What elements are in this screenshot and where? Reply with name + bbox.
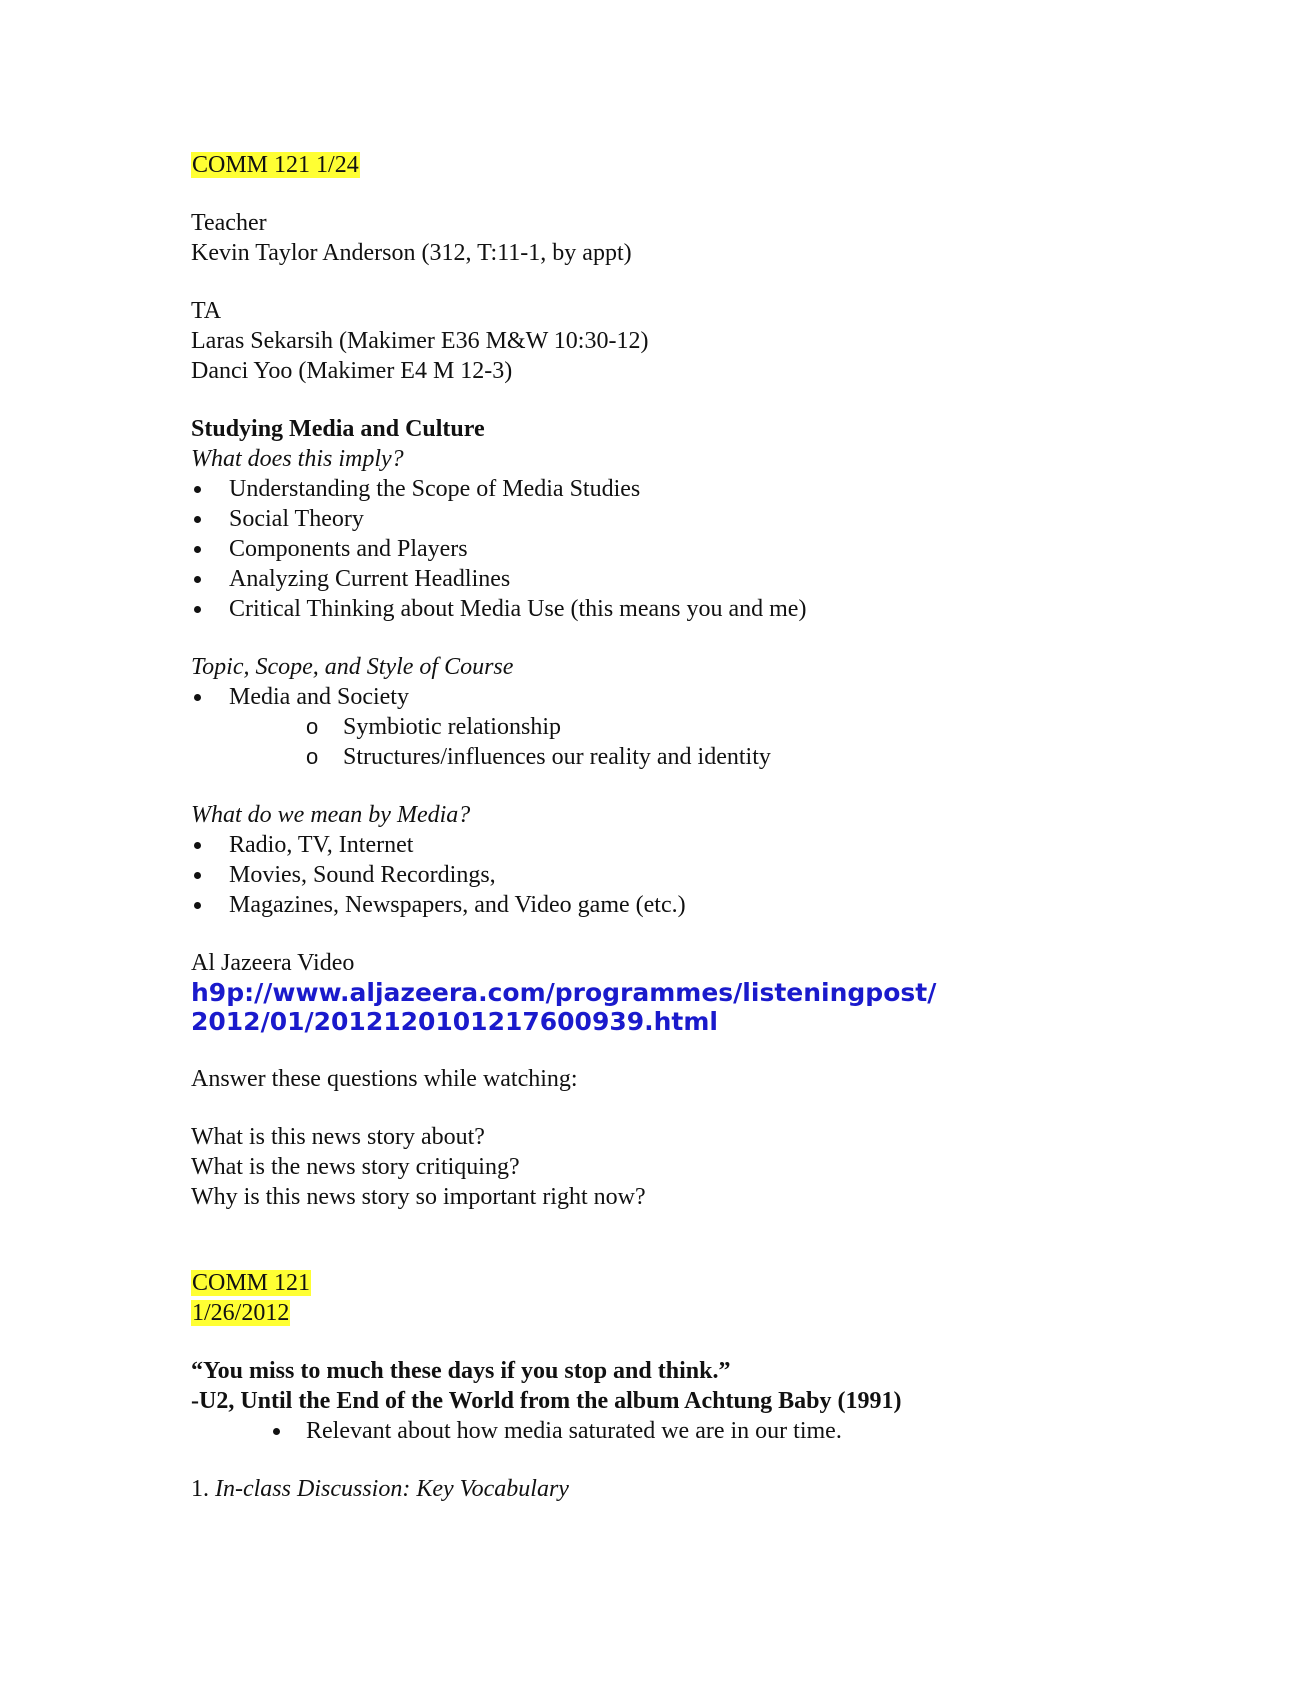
section2-header-line-1 bbox=[191, 1268, 1191, 1298]
discussion-heading bbox=[191, 1474, 1191, 1504]
list-item: Radio, TV, Internet bbox=[191, 830, 1191, 860]
sub-list-item-text: Symbiotic relationship bbox=[343, 714, 561, 740]
section2-header-highlight-1: COMM 121 bbox=[192, 1270, 311, 1296]
answer-prompt: Answer these questions while watching: bbox=[191, 1066, 578, 1092]
section1-header-highlight: COMM 121 1/24 bbox=[192, 152, 359, 178]
topic-sublist bbox=[191, 712, 1191, 772]
teacher-label: Teacher bbox=[191, 210, 267, 236]
section2-header-highlight-2: 1/26/2012 bbox=[192, 1300, 290, 1326]
list-item: Critical Thinking about Media Use (this means you and me) bbox=[191, 594, 1191, 624]
list-item: Social Theory bbox=[191, 504, 1191, 534]
quote-note-list bbox=[191, 1416, 1191, 1446]
sub-list-item bbox=[191, 742, 1191, 772]
studying-title: Studying Media and Culture bbox=[191, 416, 485, 442]
sub-list-item-text: Structures/influences our reality and identity bbox=[343, 744, 771, 770]
quote-attribution: -U2, Until the End of the World from the album Achtung Baby (1991) bbox=[191, 1388, 902, 1414]
ta-label: TA bbox=[191, 298, 222, 324]
studying-question: What does this imply? bbox=[191, 446, 404, 472]
teacher-name: Kevin Taylor Anderson (312, T:11-1, by appt) bbox=[191, 240, 632, 266]
media-question: What do we mean by Media? bbox=[191, 802, 471, 828]
question-2: What is the news story critiquing? bbox=[191, 1154, 520, 1180]
question-1: What is this news story about? bbox=[191, 1124, 485, 1150]
list-item: Analyzing Current Headlines bbox=[191, 564, 1191, 594]
video-link[interactable] bbox=[191, 978, 1191, 1036]
discussion-title: In-class Discussion: Key Vocabulary bbox=[215, 1476, 569, 1502]
list-item: Understanding the Scope of Media Studies bbox=[191, 474, 1191, 504]
ta-entry-2: Danci Yoo (Makimer E4 M 12-3) bbox=[191, 358, 513, 384]
sub-list-item bbox=[191, 712, 1191, 742]
section2-header-line-2 bbox=[191, 1298, 1191, 1328]
section1-header bbox=[191, 150, 1191, 180]
studying-list bbox=[191, 474, 1191, 624]
sub-bullet-marker: o bbox=[306, 744, 319, 769]
quote: “You miss to much these days if you stop and think.” bbox=[191, 1358, 731, 1384]
video-label: Al Jazeera Video bbox=[191, 950, 355, 976]
media-list bbox=[191, 830, 1191, 920]
list-item: Components and Players bbox=[191, 534, 1191, 564]
list-item: Media and Society bbox=[191, 682, 1191, 712]
question-3: Why is this news story so important right now? bbox=[191, 1184, 646, 1210]
sub-bullet-marker: o bbox=[306, 714, 319, 739]
document-page bbox=[191, 150, 1191, 1504]
ta-entry-1: Laras Sekarsih (Makimer E36 M&W 10:30-12) bbox=[191, 328, 649, 354]
list-item: Magazines, Newspapers, and Video game (etc.) bbox=[191, 890, 1191, 920]
list-item: Movies, Sound Recordings, bbox=[191, 860, 1191, 890]
topic-list bbox=[191, 682, 1191, 712]
discussion-number: 1. bbox=[191, 1476, 209, 1502]
video-link-line-1[interactable]: h9p://www.aljazeera.com/programmes/listeningpost/ bbox=[191, 978, 937, 1007]
topic-title: Topic, Scope, and Style of Course bbox=[191, 654, 514, 680]
list-item: Relevant about how media saturated we are in our time. bbox=[191, 1416, 1191, 1446]
video-link-line-2[interactable]: 2012/01/2012120101217600939.html bbox=[191, 1007, 719, 1036]
